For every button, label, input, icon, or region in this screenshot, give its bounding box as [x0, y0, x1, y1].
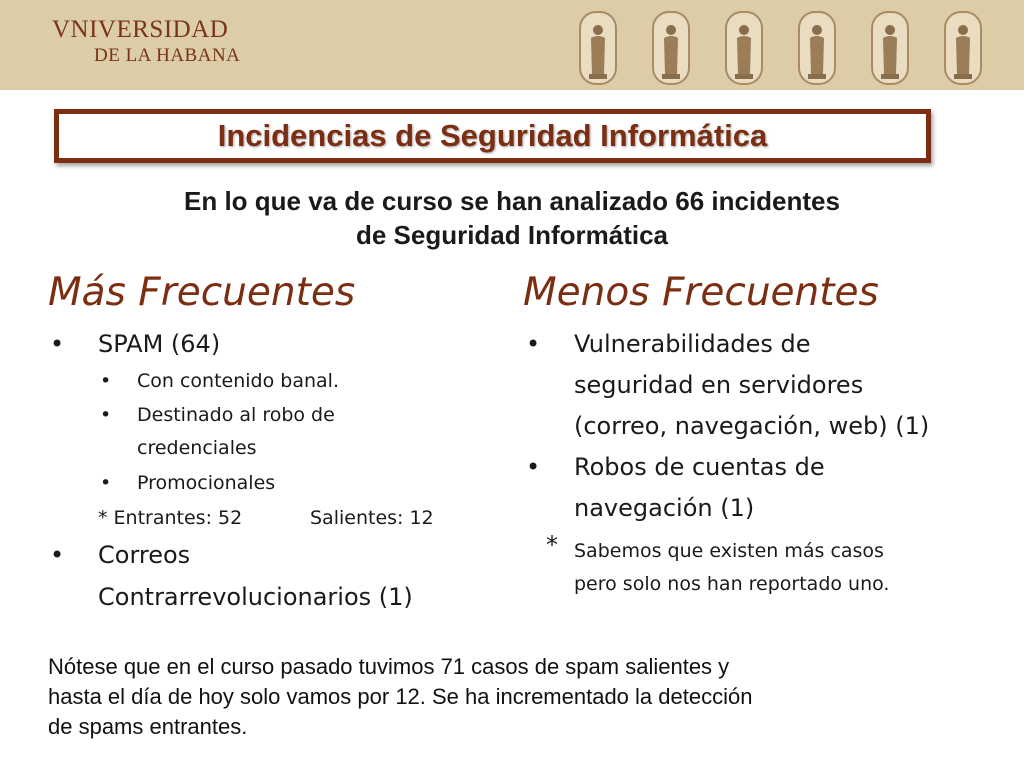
left-sub1: Con contenido banal. [137, 370, 339, 392]
bullet-icon: • [526, 330, 541, 358]
right-heading: Menos Frecuentes [523, 270, 879, 315]
university-logo [52, 18, 240, 70]
left-sub3: Promocionales [137, 472, 276, 494]
right-item1-line3: (correo, navegación, web) (1) [574, 412, 930, 440]
right-note-line1: Sabemos que existen más casos [574, 540, 884, 562]
left-item2-line1: Correos [98, 541, 191, 569]
left-counts-outgoing: Salientes: 12 [310, 507, 434, 529]
statue-icon [578, 10, 618, 86]
slide-subtitle [40, 184, 984, 252]
footer-line2: hasta el día de hoy solo vamos por 12. Se ha incrementado la detección [48, 684, 753, 709]
left-sub2-line2: credenciales [137, 437, 257, 459]
sub-bullet-icon: • [100, 404, 112, 426]
right-item2-line2: navegación (1) [574, 494, 755, 522]
statue-icon [870, 10, 910, 86]
statue-icon [651, 10, 691, 86]
header-banner [0, 0, 1024, 90]
subtitle-line2: de Seguridad Informática [355, 220, 669, 250]
statue-row [578, 10, 983, 86]
slide-title-box [54, 109, 931, 163]
asterisk-icon: * [546, 531, 558, 559]
left-heading: Más Frecuentes [48, 270, 356, 315]
statue-icon [797, 10, 837, 86]
statue-icon [943, 10, 983, 86]
footer-line1: Nótese que en el curso pasado tuvimos 71 casos de spam salientes y [48, 654, 730, 679]
right-note-line2: pero solo nos han reportado uno. [574, 573, 890, 595]
left-counts-incoming: * Entrantes: 52 [98, 507, 243, 529]
footer-note [48, 652, 988, 742]
bullet-icon: • [50, 541, 65, 569]
logo-line2: DE LA HABANA [94, 45, 241, 66]
slide-title: Incidencias de Seguridad Informática [217, 118, 768, 153]
right-item1-line2: seguridad en servidores [574, 371, 864, 399]
bullet-icon: • [526, 453, 541, 481]
sub-bullet-icon: • [100, 370, 112, 392]
subtitle-line1: En lo que va de curso se han analizado 66 incidentes [184, 186, 840, 216]
logo-line1: VNIVERSIDAD [52, 16, 229, 43]
sub-bullet-icon: • [100, 472, 112, 494]
left-item2-line2: Contrarrevolucionarios (1) [98, 583, 413, 611]
left-sub2-line1: Destinado al robo de [137, 404, 335, 426]
bullet-icon: • [50, 330, 65, 358]
right-item1-line1: Vulnerabilidades de [574, 330, 811, 358]
footer-line3: de spams entrantes. [48, 714, 248, 739]
left-item1: SPAM (64) [98, 330, 221, 358]
statue-icon [724, 10, 764, 86]
right-item2-line1: Robos de cuentas de [574, 453, 825, 481]
